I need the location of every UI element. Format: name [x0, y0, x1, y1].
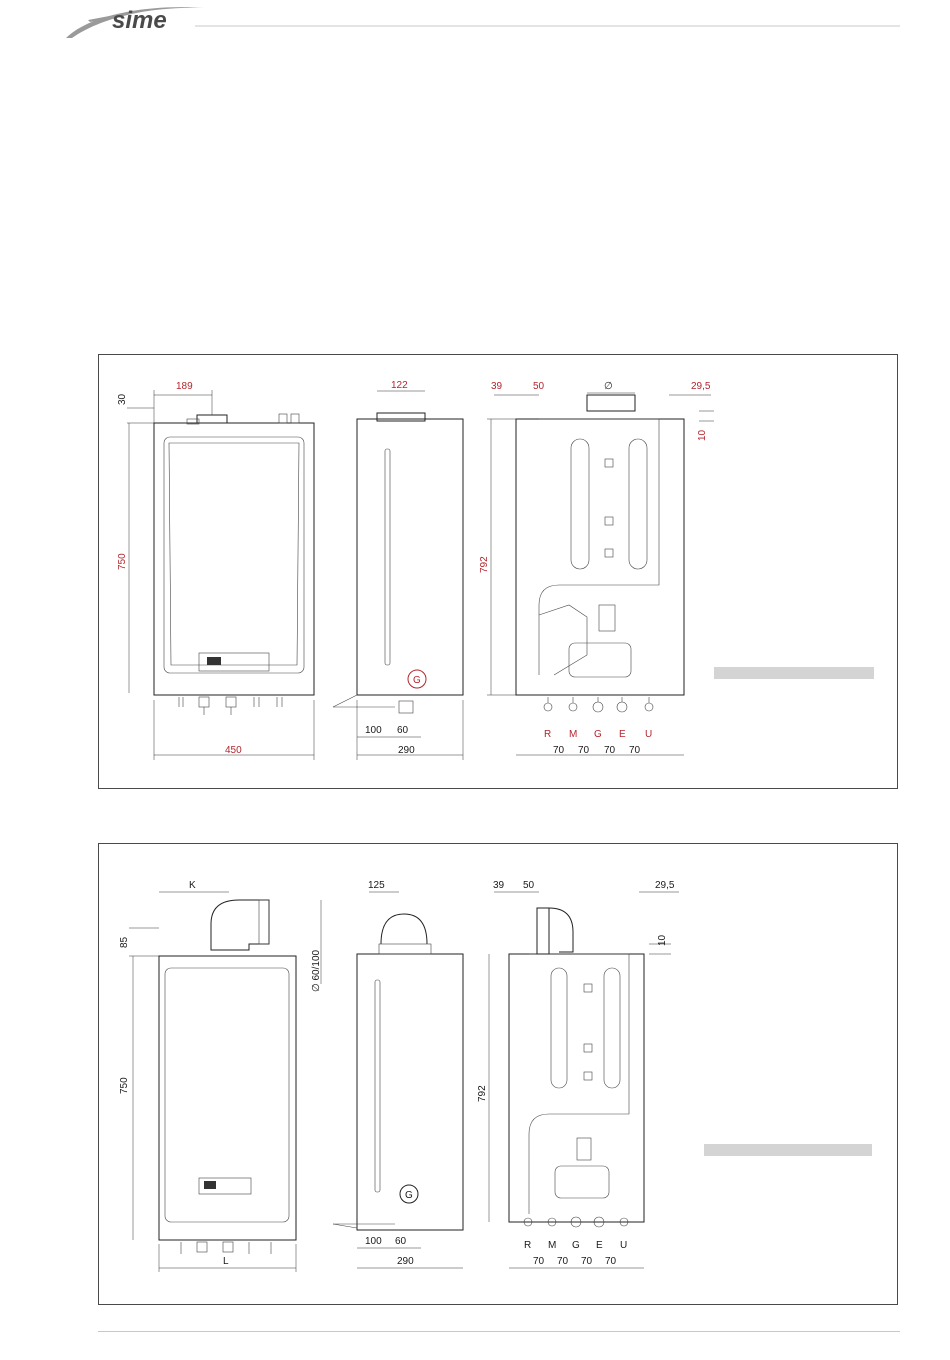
conn-E: E	[619, 729, 626, 740]
brand-name: sime	[112, 7, 167, 34]
rear-view	[479, 381, 714, 756]
spacing-1-2: 70	[533, 1256, 545, 1267]
dim-d2-2: 60	[395, 1236, 407, 1247]
dim-d2: 60	[397, 725, 409, 736]
dim-K: K	[189, 880, 196, 891]
dim-top-offset: 189	[176, 381, 193, 392]
dim-top-2: 10	[657, 934, 668, 946]
dim-right: 29,5	[691, 381, 711, 392]
conn-R-2: R	[524, 1240, 532, 1251]
spacing-2: 70	[578, 745, 590, 756]
spacing-3: 70	[604, 745, 616, 756]
gas-label: G	[413, 675, 421, 686]
dim-flue: 122	[391, 380, 408, 391]
dim-height-2: 750	[119, 1077, 130, 1094]
spacing-3-2: 70	[581, 1256, 593, 1267]
dim-flue-diameter: ∅ 60/100	[311, 949, 322, 992]
spacing-2-2: 70	[557, 1256, 569, 1267]
conn-U: U	[645, 729, 653, 740]
dim-rear-height-2: 792	[477, 1085, 488, 1102]
dim-left-2: 39	[493, 880, 505, 891]
dim-L: L	[223, 1256, 229, 1267]
dim-left: 39	[491, 381, 503, 392]
spacing-1: 70	[553, 745, 565, 756]
dim-diameter: ∅	[604, 381, 613, 392]
conn-M-2: M	[548, 1240, 557, 1251]
dim-width: 450	[225, 745, 242, 756]
front-view	[117, 381, 314, 760]
dim-top-height: 30	[117, 393, 128, 405]
installation-diagram-panel-2	[98, 843, 898, 1305]
page-header	[0, 0, 950, 50]
dim-depth-2: 290	[397, 1256, 414, 1267]
dim-right-2: 29,5	[655, 880, 675, 891]
dim-depth: 290	[398, 745, 415, 756]
gas-label-2: G	[405, 1190, 413, 1201]
conn-M: M	[569, 729, 578, 740]
legend-bar	[714, 667, 874, 679]
footer-rule	[98, 1331, 900, 1332]
side-view-2	[333, 880, 463, 1268]
conn-G-2: G	[572, 1240, 580, 1251]
spacing-4: 70	[629, 745, 641, 756]
dim-mid: 50	[533, 381, 545, 392]
dim-height: 750	[117, 553, 128, 570]
dim-d1-2: 100	[365, 1236, 382, 1247]
conn-R: R	[544, 729, 552, 740]
dim-rear-height: 792	[479, 556, 490, 573]
conn-G: G	[594, 729, 602, 740]
dim-top-height-2: 85	[119, 936, 130, 948]
dim-top: 10	[697, 429, 708, 441]
sime-logo	[66, 7, 205, 38]
conn-E-2: E	[596, 1240, 603, 1251]
conn-U-2: U	[620, 1240, 628, 1251]
installation-diagram-panel-1	[98, 354, 898, 789]
rear-view-2	[477, 880, 679, 1268]
spacing-4-2: 70	[605, 1256, 617, 1267]
front-view-2	[119, 880, 322, 1272]
legend-bar-2	[704, 1144, 872, 1156]
dim-flue-2: 125	[368, 880, 385, 891]
side-view	[333, 380, 463, 760]
dim-mid-2: 50	[523, 880, 535, 891]
dim-d1: 100	[365, 725, 382, 736]
